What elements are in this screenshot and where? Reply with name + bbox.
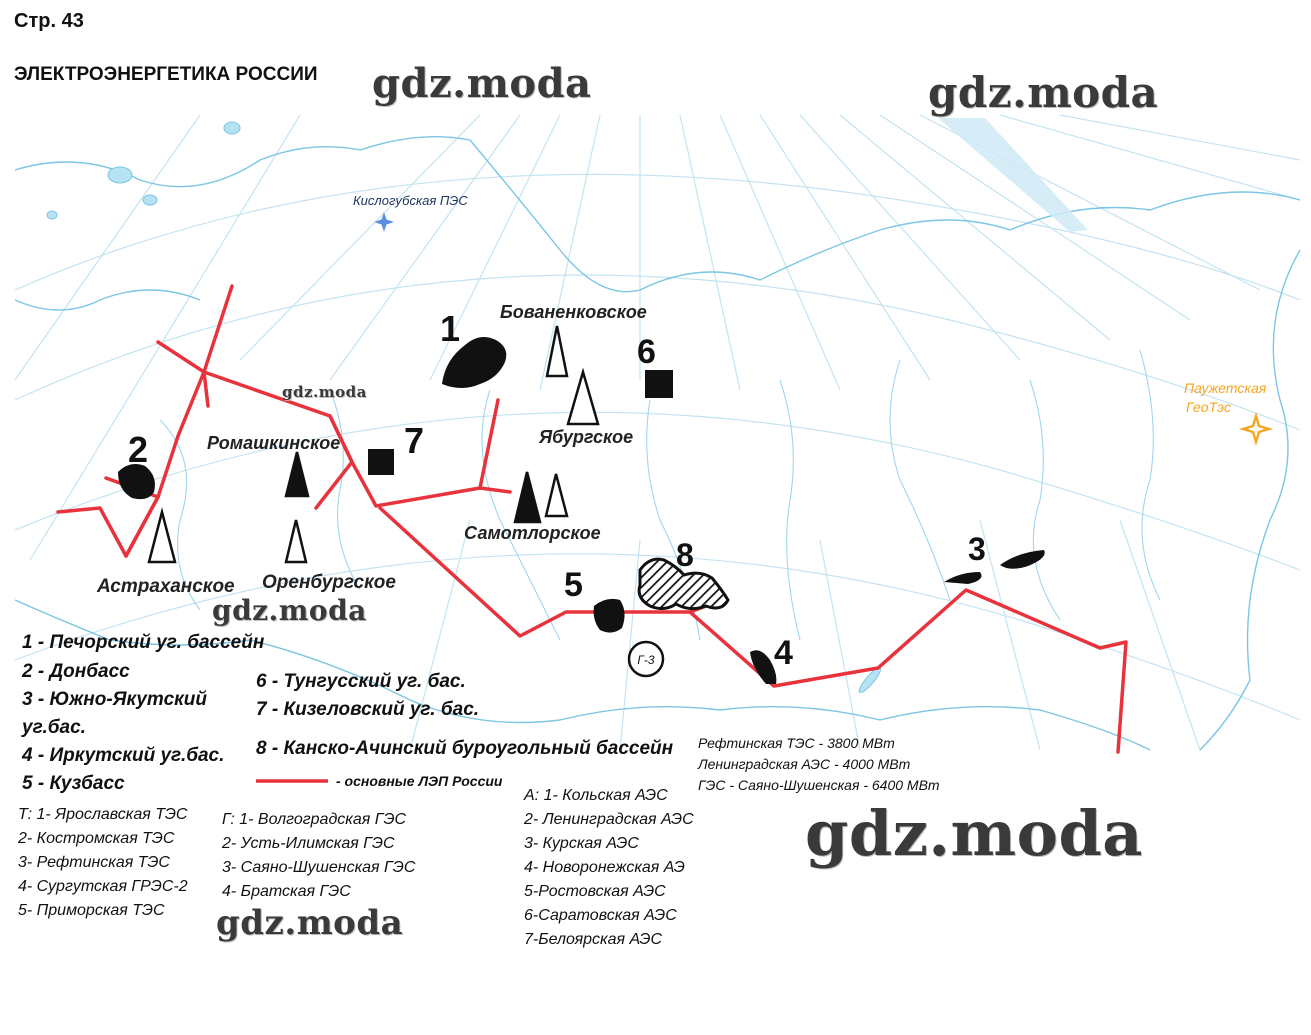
ges-item: 3- Саяно-Шушенская ГЭС xyxy=(222,859,416,876)
tidal-plant-icon xyxy=(374,212,394,232)
page-number: Стр. 43 xyxy=(14,10,84,32)
aes-item: А: 1- Кольская АЭС xyxy=(524,787,668,804)
bovanenkovo-field-icon xyxy=(547,326,567,376)
legend-power-line: - основные ЛЭП России xyxy=(336,773,503,789)
samotlor-label: Самотлорское xyxy=(464,523,601,543)
geothermal-plant-icon xyxy=(1243,416,1269,442)
orenburg-label: Оренбургское xyxy=(262,572,396,593)
basin-number-2: 2 xyxy=(128,429,149,470)
power-line-segment xyxy=(316,462,352,508)
ges-item: 4- Братская ГЭС xyxy=(222,883,351,900)
ges-item: 2- Усть-Илимская ГЭС xyxy=(222,835,395,852)
orenburg-field-icon xyxy=(286,520,306,562)
power-line-segment xyxy=(204,286,232,406)
yamburg-label: Ябургское xyxy=(539,427,634,447)
samotlor-gas-icon xyxy=(546,474,567,516)
power-line-segment xyxy=(158,372,204,497)
aes-item: 7-Белоярская АЭС xyxy=(524,931,663,948)
watermark-2: gdz.moda xyxy=(928,68,1159,117)
capacity-1: Рефтинская ТЭС - 3800 МВт xyxy=(698,735,895,751)
legend-basin-3-cont: уг.бас. xyxy=(22,717,86,738)
tes-item: 3- Рефтинская ТЭС xyxy=(18,854,170,871)
astrakhan-field-icon xyxy=(149,512,175,562)
legend-basin-4: 4 - Иркутский уг.бас. xyxy=(22,745,225,766)
kuzbass-basin xyxy=(594,599,625,633)
watermark-1: gdz.moda xyxy=(372,60,592,107)
aes-item: 4- Новоронежская АЭ xyxy=(524,859,685,876)
tes-item: 2- Костромская ТЭС xyxy=(18,830,175,847)
legend-basin-7: 7 - Кизеловский уг. бас. xyxy=(256,699,480,720)
aes-item: 6-Саратовская АЭС xyxy=(524,907,677,924)
watermark-3: gdz.moda xyxy=(282,383,367,401)
watermark-5: gdz.moda xyxy=(805,797,1143,870)
kislogub-label: Кислогубская ПЭС xyxy=(353,193,468,208)
power-line-segment xyxy=(480,488,510,492)
basin-number-1: 1 xyxy=(440,308,461,349)
legend-basin-6: 6 - Тунгусский уг. бас. xyxy=(256,671,466,692)
aes-item: 5-Ростовская АЭС xyxy=(524,883,666,900)
tes-item: 5- Приморская ТЭС xyxy=(18,902,165,919)
basin-number-3: 3 xyxy=(968,531,986,567)
ges-item: Г: 1- Волгоградская ГЭС xyxy=(222,811,407,828)
legend-basin-8: 8 - Канско-Ачинский буроугольный бассейн xyxy=(256,738,674,759)
basin-number-7: 7 xyxy=(404,420,425,461)
romashkino-label: Ромашкинское xyxy=(207,433,341,453)
capacity-3: ГЭС - Саяно-Шушенская - 6400 МВт xyxy=(698,777,940,793)
power-lines xyxy=(58,286,1126,752)
astrakhan-label: Астраханское xyxy=(97,576,235,597)
basin-number-8: 8 xyxy=(676,537,694,573)
page-title: ЭЛЕКТРОЭНЕРГЕТИКА РОССИИ xyxy=(14,64,318,85)
basin-number-4: 4 xyxy=(774,634,793,672)
south-yakutsk-basin-b xyxy=(1000,550,1045,569)
legend-basin-5: 5 - Кузбасс xyxy=(22,773,125,794)
tes-item: 4- Сургутская ГРЭС-2 xyxy=(18,878,188,895)
aes-item: 3- Курская АЭС xyxy=(524,835,639,852)
samotlor-oil-icon xyxy=(515,472,540,522)
aes-item: 2- Ленинградская АЭС xyxy=(524,811,694,828)
watermark-6: gdz.moda xyxy=(216,903,404,943)
romashkino-oil-icon xyxy=(286,452,308,496)
g3-label: Г-3 xyxy=(637,653,655,667)
legend-basin-2: 2 - Донбасс xyxy=(22,661,130,682)
watermark-4: gdz.moda xyxy=(212,594,367,627)
bovanenkovo-label: Бованенковское xyxy=(500,302,647,322)
legend-basin-1: 1 - Печорский уг. бассейн xyxy=(22,632,265,653)
basin-number-5: 5 xyxy=(564,566,583,604)
pauzhet-label-1: Паужетская xyxy=(1184,380,1267,396)
south-yakutsk-basin-a xyxy=(944,572,982,584)
tes-item: Т: 1- Ярославская ТЭС xyxy=(18,806,188,823)
kizel-basin xyxy=(368,449,394,475)
yamburg-field-icon xyxy=(568,372,598,424)
basin-number-6: 6 xyxy=(637,333,656,371)
legend-basin-3: 3 - Южно-Якутский xyxy=(22,689,207,710)
pauzhet-label-2: ГеоТэс xyxy=(1186,399,1232,415)
capacity-2: Ленинградская АЭС - 4000 МВт xyxy=(698,756,911,772)
power-line-segment xyxy=(380,508,1126,752)
tunguska-basin xyxy=(645,370,673,398)
